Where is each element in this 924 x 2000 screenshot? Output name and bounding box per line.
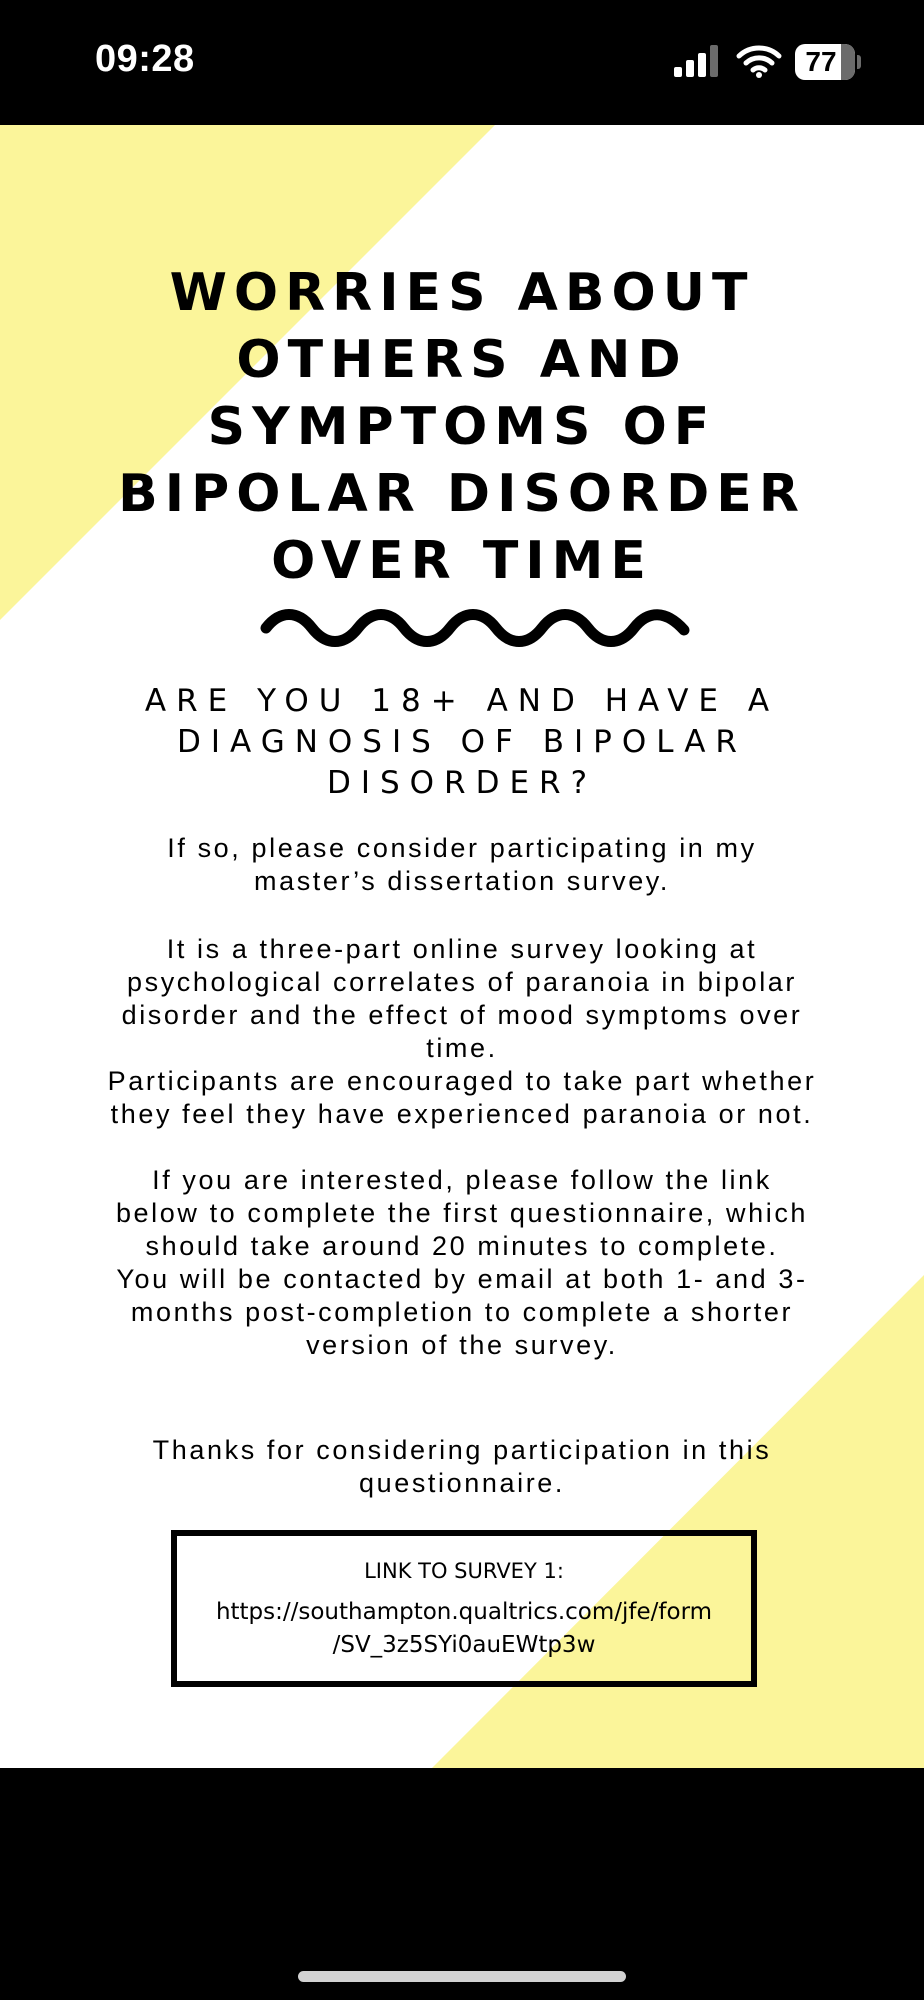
battery-icon [795, 44, 861, 80]
poster [0, 125, 924, 1768]
wifi-icon [736, 44, 782, 78]
status-bar [0, 0, 924, 125]
title-line: WORRIES ABOUT [169, 263, 755, 323]
description-paragraph [40, 933, 884, 1131]
text-line: time. [426, 1033, 498, 1063]
home-indicator[interactable] [298, 1971, 626, 1982]
subtitle-line: ARE YOU 18+ AND HAVE A [144, 683, 780, 719]
subtitle-line: DISORDER? [326, 765, 598, 801]
text-line: If you are interested, please follow the link [152, 1165, 772, 1195]
text-line: disorder and the effect of mood symptoms over [121, 1000, 803, 1030]
text-line: psychological correlates of paranoia in bipolar [126, 967, 798, 997]
title-line: OTHERS AND [236, 330, 688, 390]
subtitle-line: DIAGNOSIS OF BIPOLAR [177, 724, 747, 760]
survey-link-line[interactable]: /SV_3z5SYi0auEWtp3w [332, 1632, 596, 1658]
instructions-paragraph [40, 1164, 884, 1362]
text-line: Thanks for considering participation in this [152, 1435, 772, 1465]
text-line: they feel they have experienced paranoia or not. [110, 1099, 814, 1129]
battery-body [795, 44, 855, 80]
signal-icon [674, 45, 720, 77]
survey-link-line[interactable]: https://southampton.qualtrics.com/jfe/form [215, 1599, 713, 1625]
text-line: version of the survey. [306, 1330, 618, 1360]
title-line: SYMPTOMS OF [207, 397, 717, 457]
text-line: months post-completion to complete a shorter [130, 1297, 794, 1327]
text-line: below to complete the first questionnaire, which [115, 1198, 809, 1228]
survey-link[interactable] [187, 1596, 741, 1662]
poster-title [40, 260, 884, 595]
status-time: 09:28 [95, 38, 195, 80]
text-line: It is a three-part online survey looking at [166, 934, 758, 964]
survey-link-box [171, 1530, 757, 1687]
intro-paragraph [40, 832, 884, 898]
text-line: master’s dissertation survey. [253, 866, 671, 896]
text-line: If so, please consider participating in my [167, 833, 757, 863]
survey-link-label: LINK TO SURVEY 1: [364, 1559, 564, 1583]
text-line: should take around 20 minutes to complete. [145, 1231, 779, 1261]
text-line: Participants are encouraged to take part whether [107, 1066, 817, 1096]
poster-subtitle [50, 681, 874, 804]
title-line: BIPOLAR DISORDER [118, 464, 806, 524]
battery-percentage: 77 [805, 46, 837, 77]
text-line: You will be contacted by email at both 1- and 3- [116, 1264, 808, 1294]
wave-decoration [260, 606, 692, 648]
text-line: questionnaire. [358, 1468, 566, 1498]
title-line: OVER TIME [271, 531, 653, 591]
thanks-paragraph [40, 1434, 884, 1500]
battery-tip [857, 55, 861, 69]
